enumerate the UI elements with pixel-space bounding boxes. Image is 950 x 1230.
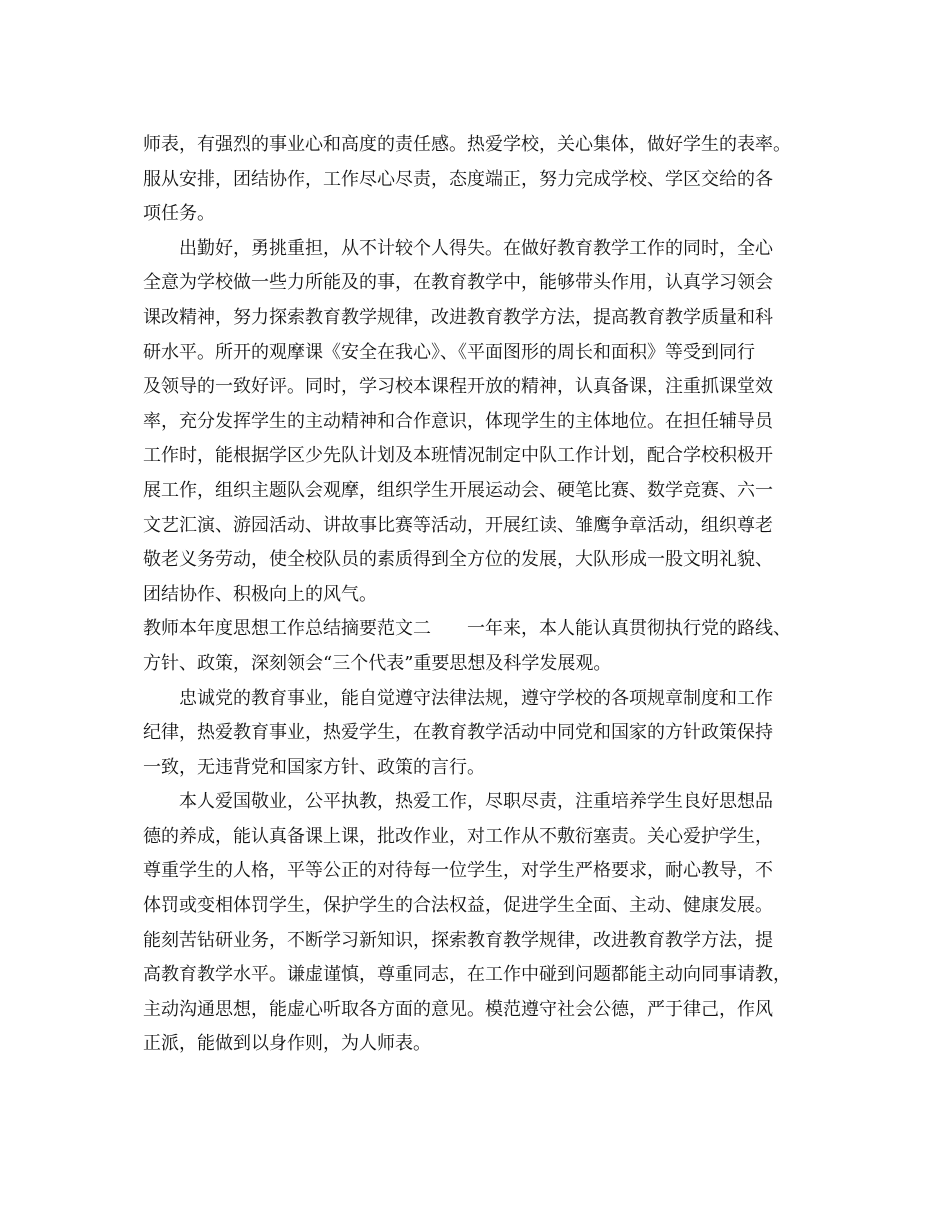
text-line: 展工作，组织主题队会观摩，组织学生开展运动会、硬笔比赛、数学竞赛、六一	[143, 479, 773, 501]
text-line: 团结协作、积极向上的风气。	[143, 583, 377, 605]
text-line: 敬老义务劳动，使全校队员的素质得到全方位的发展，大队形成一股文明礼貌、	[143, 549, 773, 571]
text-line: 文艺汇演、游园活动、讲故事比赛等活动，开展红读、雏鹰争章活动，组织尊老	[143, 514, 773, 536]
text-line: 忠诚党的教育事业，能自觉遵守法律法规，遵守学校的各项规章制度和工作	[143, 687, 773, 709]
document-body	[143, 128, 823, 1062]
text-line: 出勤好，勇挑重担，从不计较个人得失。在做好教育教学工作的同时，全心	[143, 237, 773, 259]
text-line: 工作时，能根据学区少先队计划及本班情况制定中队工作计划，配合学校积极开	[143, 445, 773, 467]
text-line: 主动沟通思想，能虚心听取各方面的意见。模范遵守社会公德，严于律己，作风	[143, 998, 773, 1020]
text-line: 正派，能做到以身作则，为人师表。	[143, 1033, 431, 1055]
text-line: 能刻苦钻研业务，不断学习新知识，探索教育教学规律，改进教育教学方法，提	[143, 929, 773, 951]
text-line: 本人爱国敬业，公平执教，热爱工作，尽职尽责，注重培养学生良好思想品	[143, 791, 773, 813]
text-line: 研水平。所开的观摩课《安全在我心》、《平面图形的周长和面积》等受到同行	[143, 341, 755, 363]
text-line: 高教育教学水平。谦虚谨慎，尊重同志，在工作中碰到问题都能主动向同事请教，	[143, 964, 791, 986]
text-line: 师表，有强烈的事业心和高度的责任感。热爱学校，关心集体，做好学生的表率。	[143, 134, 791, 155]
text-line: 德的养成，能认真备课上课，批改作业，对工作从不敷衍塞责。关心爱护学生，	[143, 825, 773, 847]
text-line: 一致，无违背党和国家方针、政策的言行。	[143, 756, 485, 778]
text-line: 率，充分发挥学生的主动精神和合作意识，体现学生的主体地位。在担任辅导员	[143, 410, 773, 432]
section-intro: 一年来，本人能认真贯彻执行党的路线、	[467, 618, 791, 640]
heading-line	[143, 612, 823, 647]
section-title: 教师本年度思想工作总结摘要范文二	[143, 618, 431, 640]
text-line: 体罚或变相体罚学生，保护学生的合法权益，促进学生全面、主动、健康发展。	[143, 895, 773, 917]
text-line: 方针、政策，深刻领会“三个代表”重要思想及科学发展观。	[143, 652, 612, 674]
text-line: 尊重学生的人格，平等公正的对待每一位学生，对学生严格要求，耐心教导，不	[143, 860, 773, 882]
text-line: 项任务。	[143, 203, 215, 225]
text-line: 及领导的一致好评。同时，学习校本课程开放的精神，认真备课，注重抓课堂效	[143, 376, 773, 398]
text-line: 服从安排，团结协作，工作尽心尽责，态度端正，努力完成学校、学区交给的各	[143, 168, 773, 190]
text-line: 课改精神，努力探索教育教学规律，改进教育教学方法，提高教育教学质量和科	[143, 306, 773, 328]
text-line: 纪律，热爱教育事业，热爱学生，在教育教学活动中同党和国家的方针政策保持	[143, 722, 773, 744]
text-line: 全意为学校做一些力所能及的事，在教育教学中，能够带头作用，认真学习领会	[143, 272, 773, 294]
